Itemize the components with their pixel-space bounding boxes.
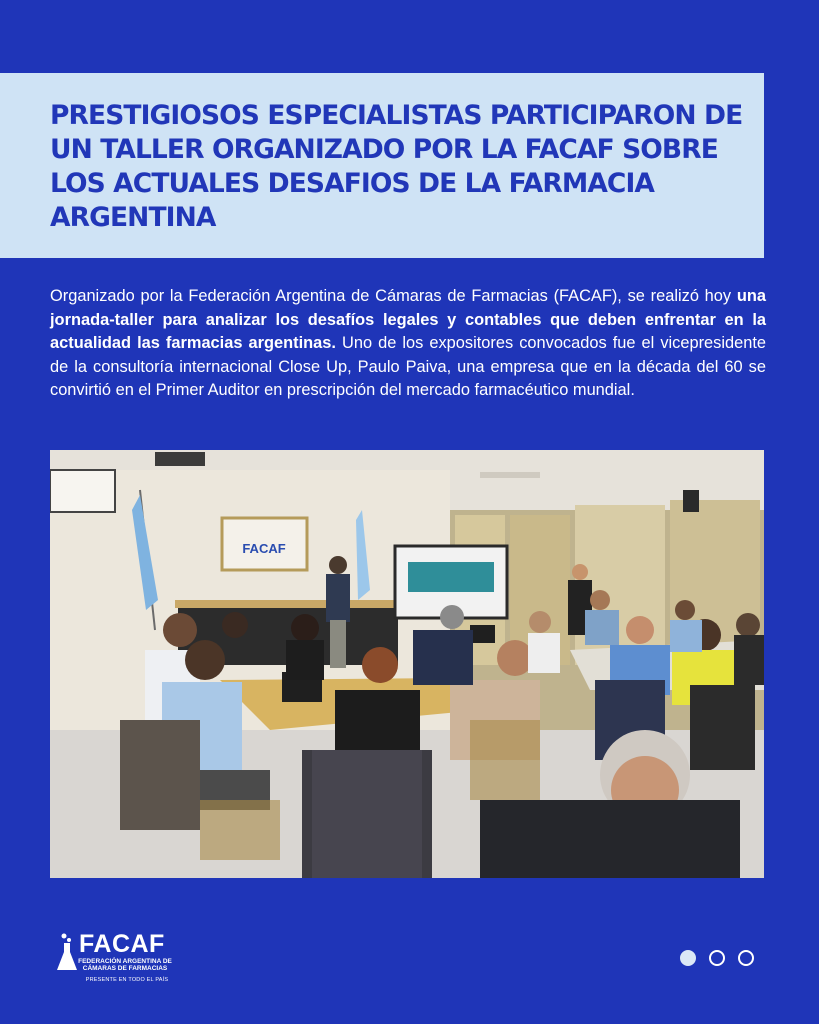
workshop-photo [50,450,764,878]
article-body [50,285,766,403]
logo-tagline: PRESENTE EN TODO EL PAÍS [85,977,169,983]
workshop-photo-illustration [50,450,764,878]
body-highlight: una jornada-taller para analizar los desafíos legales y contables que deben enfrentar en la actualidad las farmacias argentinas. [50,287,766,352]
headline: PRESTIGIOSOS ESPECIALISTAS PARTICIPARON DE UN TALLER ORGANIZADO POR LA FACAF SOBRE LOS ACTUALES DESAFIOS DE LA FARMACIA ARGENTINA [50,100,743,233]
pagination-dot-1[interactable] [680,950,696,966]
banner-logo-text: FACAF [242,541,286,556]
headline-box [0,73,764,258]
body-intro: Organizado por la Federación Argentina de Cámaras de Farmacias (FACAF), se realizó hoy [50,287,737,305]
body-rest: Uno de los expositores convocados fue el vicepresidente de la consultoría internacional Close Up, Paulo Paiva, una empresa que en la década del 60 se convirtió en el Primer Auditor en prescripción del mercado farmacéutico mundial. [50,334,767,399]
pagination-dot-3[interactable] [738,950,754,966]
logo-subtitle: FEDERACIÓN ARGENTINA DE CÁMARAS DE FARMACIAS [78,958,172,972]
logo-wordmark: FACAF [79,930,165,958]
carousel-pagination [680,950,754,972]
facaf-logo [55,930,175,990]
pagination-dot-2[interactable] [709,950,725,966]
